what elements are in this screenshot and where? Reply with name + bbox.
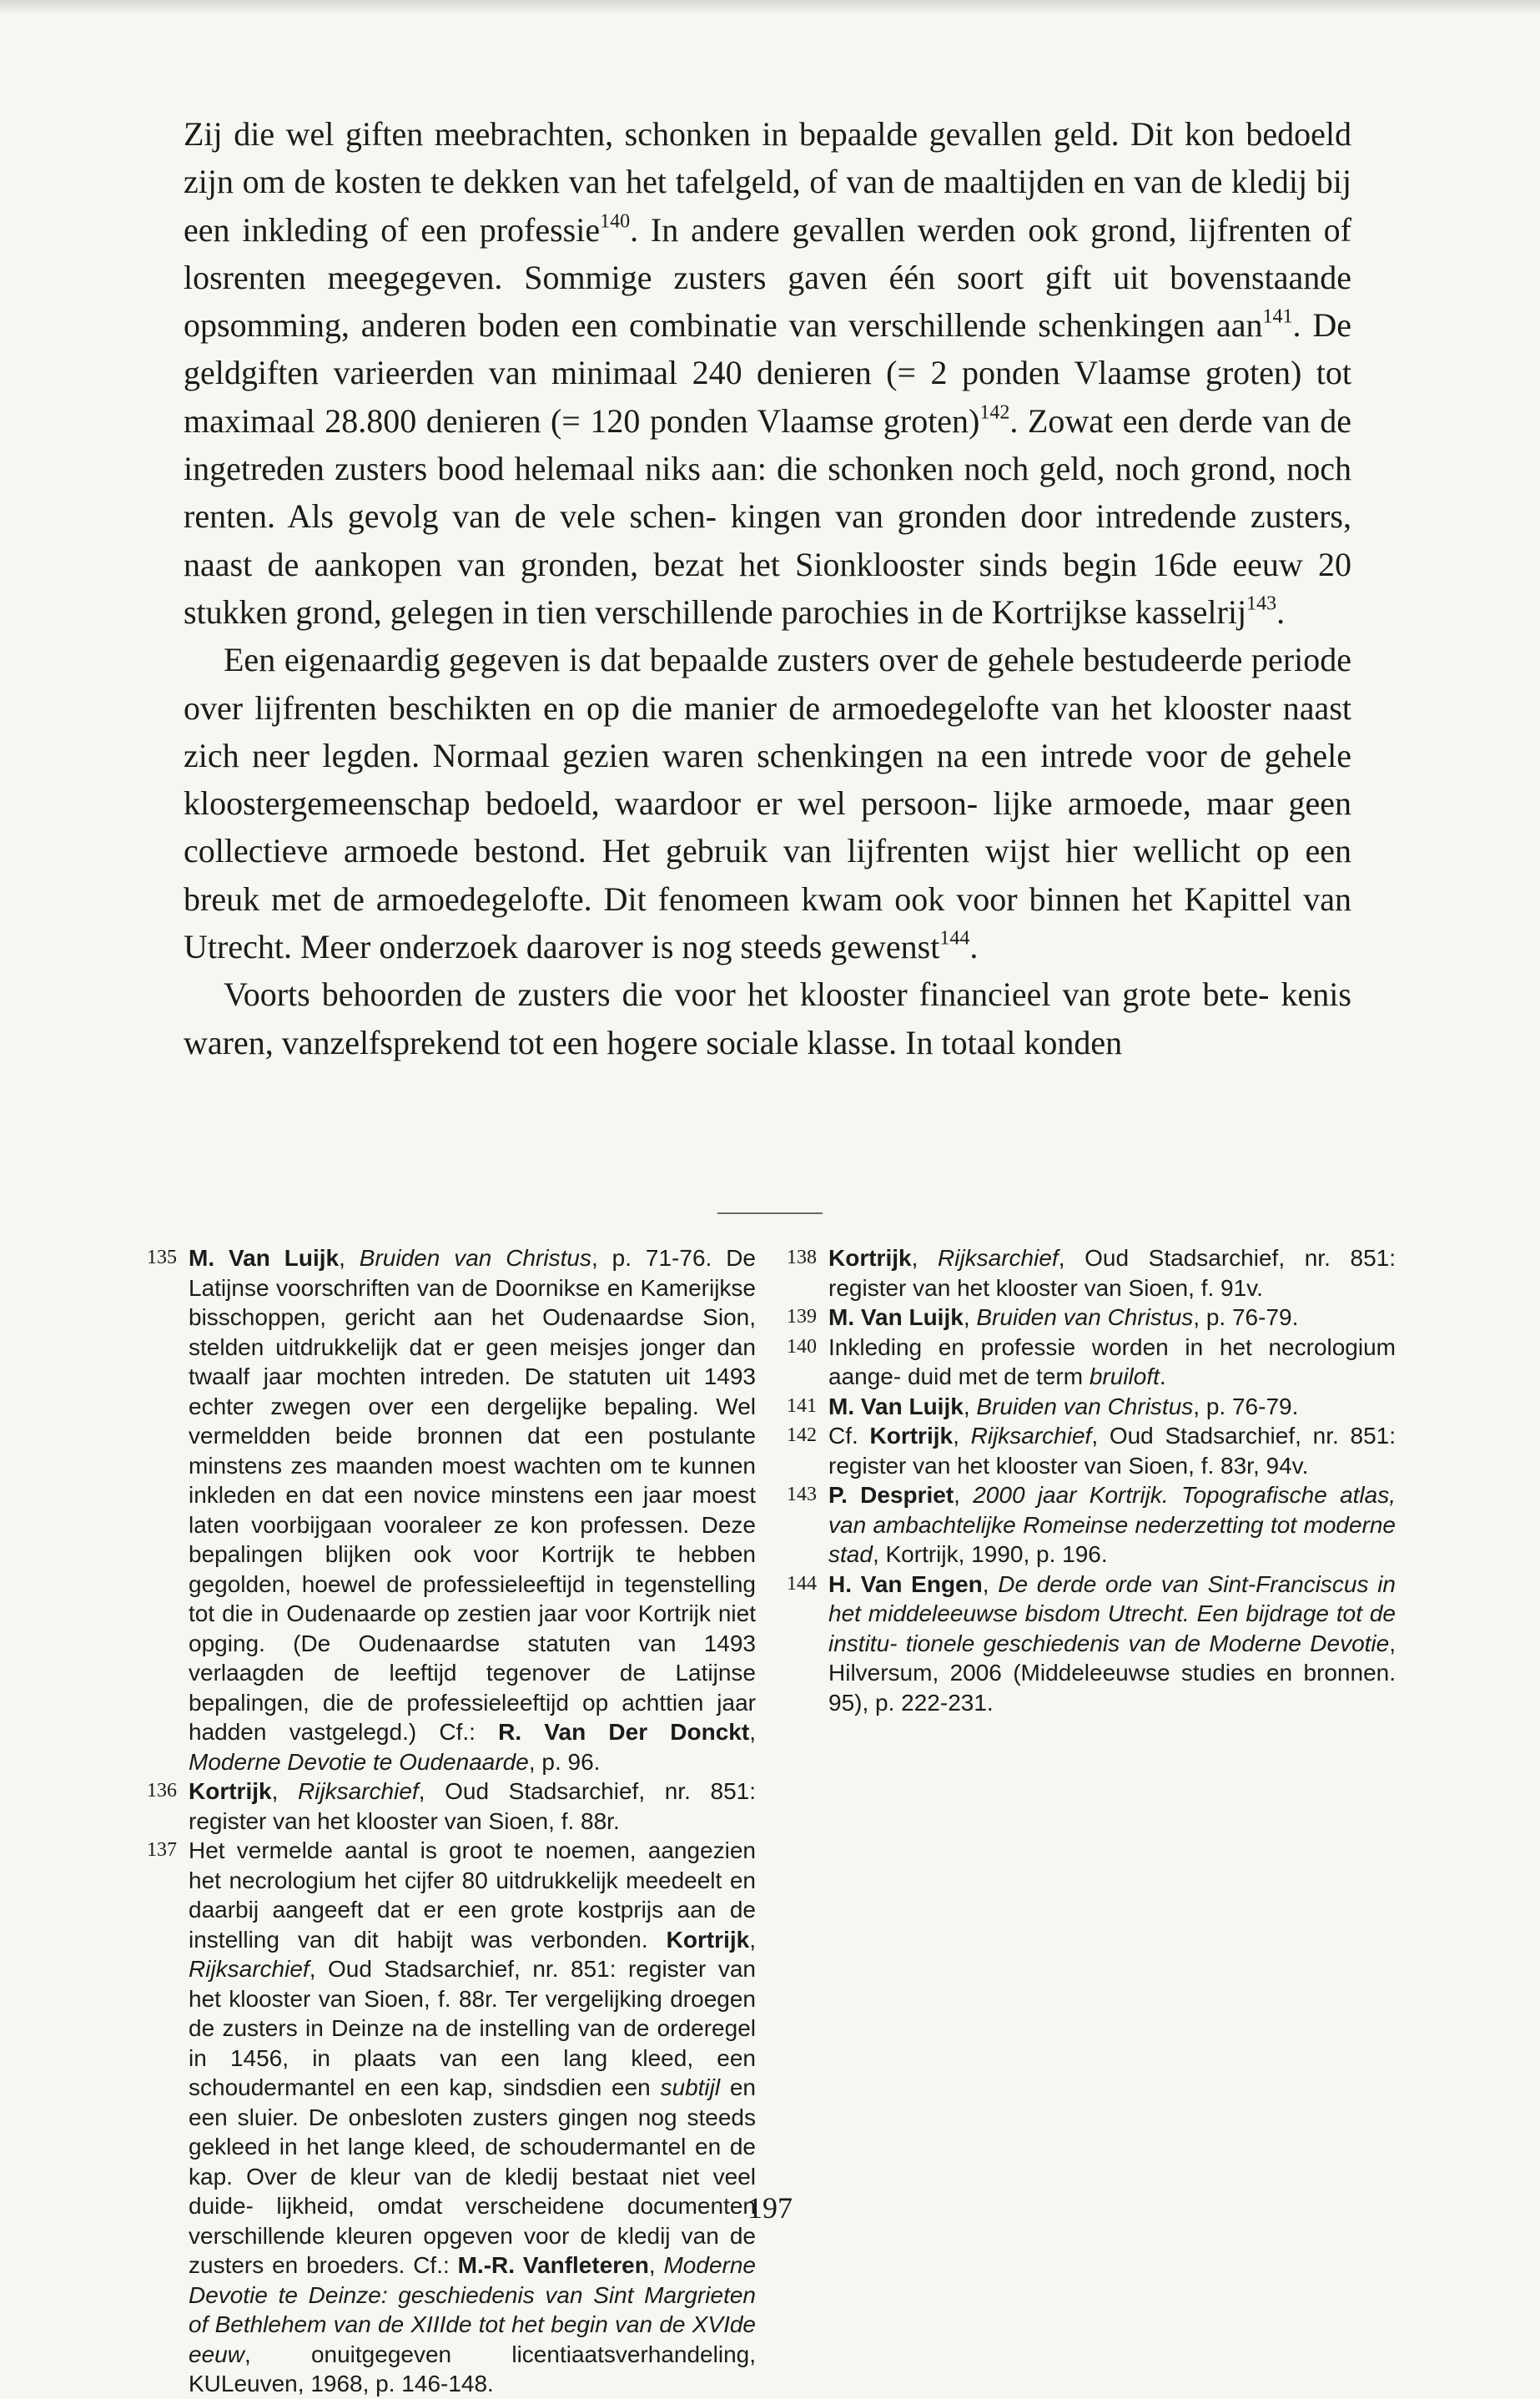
footnote-ref-142[interactable]: 142 [979, 401, 1010, 424]
footnote-number: 136 [147, 1780, 177, 1802]
footnote-number: 135 [147, 1247, 177, 1268]
footnotes-right-column [787, 1243, 1397, 1717]
page-number: 197 [747, 2191, 793, 2225]
footnote-number: 143 [787, 1484, 817, 1505]
footnote-number: 140 [787, 1335, 817, 1358]
footnote-number: 141 [787, 1394, 817, 1417]
footnote-135: 135 M. Van Luijk, Bruiden van Christus, p. 71-76. De Latijnse voorschriften van de Doornikse en Kamerijkse bisschoppen, gericht aan het Oudenaardse Sion, stelden uitdrukkelijk dat er geen meisjes jonger dan twaalf jaar mochten intreden. De statuten uit 1493 echter zwegen over een dergelijke bepaling. Wel vermeldden beide bronnen dat een postulante minstens zes maanden moest wachten om te kunnen inkleden en dat een novice minstens een jaar moest laten voorbijgaan vooraleer ze kon professen. Deze bepalingen blijken ook voor Kortrijk te hebben gegolden, hoewel de professieleeftijd in tegenstelling tot die in Oudenaarde op zestien jaar voor Kortrijk niet opging. (De Oudenaardse statuten van 1493 verlaagden de leeftijd tegenover de Latijnse bepalingen, die de professieleeftijd op achttien jaar hadden vastgelegd.) Cf.: R. Van Der Donckt, Moderne Devotie te Oudenaarde, p. 96. [189, 1243, 756, 1777]
footnote-ref-144[interactable]: 144 [939, 927, 970, 950]
footnote-number: 137 [147, 1839, 177, 1861]
footnote-142: 142 Cf. Kortrijk, Rijksarchief, Oud Stadsarchief, nr. 851: register van het klooster van Sioen, f. 83r, 94v. [828, 1421, 1396, 1480]
paragraph-1: Zij die wel giften meebrachten, schonken in bepaalde gevallen geld. Dit kon bedoeld zijn om de kosten te dekken van het tafelgeld, of van de maaltijden en van de kledij bij een inkleding of een professie$^{140}$. In andere gevallen werden ook grond, lijfrenten of losrenten meegegeven. Sommige zusters gaven één soort gift uit bovenstaande opsomming, anderen boden een combinatie van verschillende schenkingen aan$^{141}$. De geldgiften varieerden van minimaal 240 denieren (= 2 ponden Vlaamse groten) tot maximaal 28.800 denieren (= 120 ponden Vlaamse groten)$^{142}$. Zowat een derde van de ingetreden zusters bood helemaal niks aan: die schonken noch geld, noch grond, noch renten. Als gevolg van de vele schen- kingen van gronden door intredende zusters, naast de aankopen van gronden, bezat het Sionklooster sinds begin 16de eeuw 20 stukken grond, gelegen in tien verschillende parochies in de Kortrijkse kasselrij$^{143}$. [184, 115, 1351, 631]
footnote-137: 137 Het vermelde aantal is groot te noemen, aangezien het necrologium het cijfer 80 uitdrukkelijk meedeelt en daarbij aangeeft dat er een grote kostprijs aan de instelling van dit habijt was verbonden. Kortrijk, Rijksarchief, Oud Stadsarchief, nr. 851: register van het klooster van Sioen, f. 88r. Ter vergelijking droegen de zusters in Deinze na de instelling van de orderegel in 1456, in plaats van een lang kleed, een schoudermantel en een kap, sindsdien een subtijl en een sluier. De onbesloten zusters gingen nog steeds gekleed in het lange kleed, de schoudermantel en de kap. Over de kleur van de kledij bestaat niet veel duide- lijkheid, omdat verscheidene documenten verschillende kleuren opgeven voor de kledij van de zusters en broeders. Cf.: M.-R. Vanfleteren, Moderne Devotie te Deinze: geschiedenis van Sint Margrieten of Bethlehem van de XIIIde tot het begin van de XVIde eeuw, onuitgegeven licentiaatsverhandeling, KULeuven, 1968, p. 146-148. [189, 1836, 756, 2399]
footnote-number: 138 [787, 1247, 817, 1268]
footnote-143: 143 P. Despriet, 2000 jaar Kortrijk. Topografische atlas, van ambachtelijke Romeinse nederzetting tot moderne stad, Kortrijk, 1990, p. 196. [828, 1480, 1396, 1570]
main-text [184, 110, 1351, 1066]
footnote-136: 136 Kortrijk, Rijksarchief, Oud Stadsarchief, nr. 851: register van het klooster van Sioen, f. 88r. [189, 1777, 756, 1836]
scan-top-shade [0, 0, 1540, 15]
paragraph-2: Een eigenaardig gegeven is dat bepaalde zusters over de gehele bestudeerde periode over lijfrenten beschikten en op die manier de armoedegelofte van het klooster naast zich neer legden. Normaal gezien waren schenkingen na een intrede voor de gehele kloostergemeenschap bedoeld, waardoor er wel persoon- lijke armoede, maar geen collectieve armoede bestond. Het gebruik van lijfrenten wijst hier wellicht op een breuk met de armoedegelofte. Dit fenomeen kwam ook voor binnen het Kapittel van Utrecht. Meer onderzoek daarover is nog steeds gewenst$^{144}$. [184, 641, 1351, 966]
footnote-number: 139 [787, 1306, 817, 1328]
footnote-140: 140 Inkleding en professie worden in het necrologium aange- duid met de term bruiloft. [828, 1333, 1396, 1392]
footnotes-left-column [147, 1243, 757, 2399]
footnote-139: 139 M. Van Luijk, Bruiden van Christus, p. 76-79. [828, 1303, 1396, 1333]
footnote-144: 144 H. Van Engen, De derde orde van Sint-Franciscus in het middeleeuwse bisdom Utrecht. Een bijdrage tot de institu- tionele geschiedenis van de Moderne Devotie, Hilversum, 2006 (Middeleeuwse studies en bronnen. 95), p. 222-231. [828, 1570, 1396, 1718]
paragraph-3: Voorts behoorden de zusters die voor het klooster financieel van grote bete- kenis waren, vanzelfsprekend tot een hogere sociale klasse. In totaal konden [184, 975, 1351, 1061]
footnote-ref-140[interactable]: 140 [600, 210, 631, 233]
footnote-number: 142 [787, 1424, 817, 1446]
footnote-ref-141[interactable]: 141 [1262, 305, 1293, 328]
footnote-number: 144 [787, 1572, 817, 1595]
footnote-141: 141 M. Van Luijk, Bruiden van Christus, p. 76-79. [828, 1392, 1396, 1422]
footnote-ref-143[interactable]: 143 [1246, 592, 1277, 615]
footnote-divider [717, 1212, 823, 1214]
footnote-138: 138 Kortrijk, Rijksarchief, Oud Stadsarchief, nr. 851: register van het klooster van Sioen, f. 91v. [828, 1243, 1396, 1303]
